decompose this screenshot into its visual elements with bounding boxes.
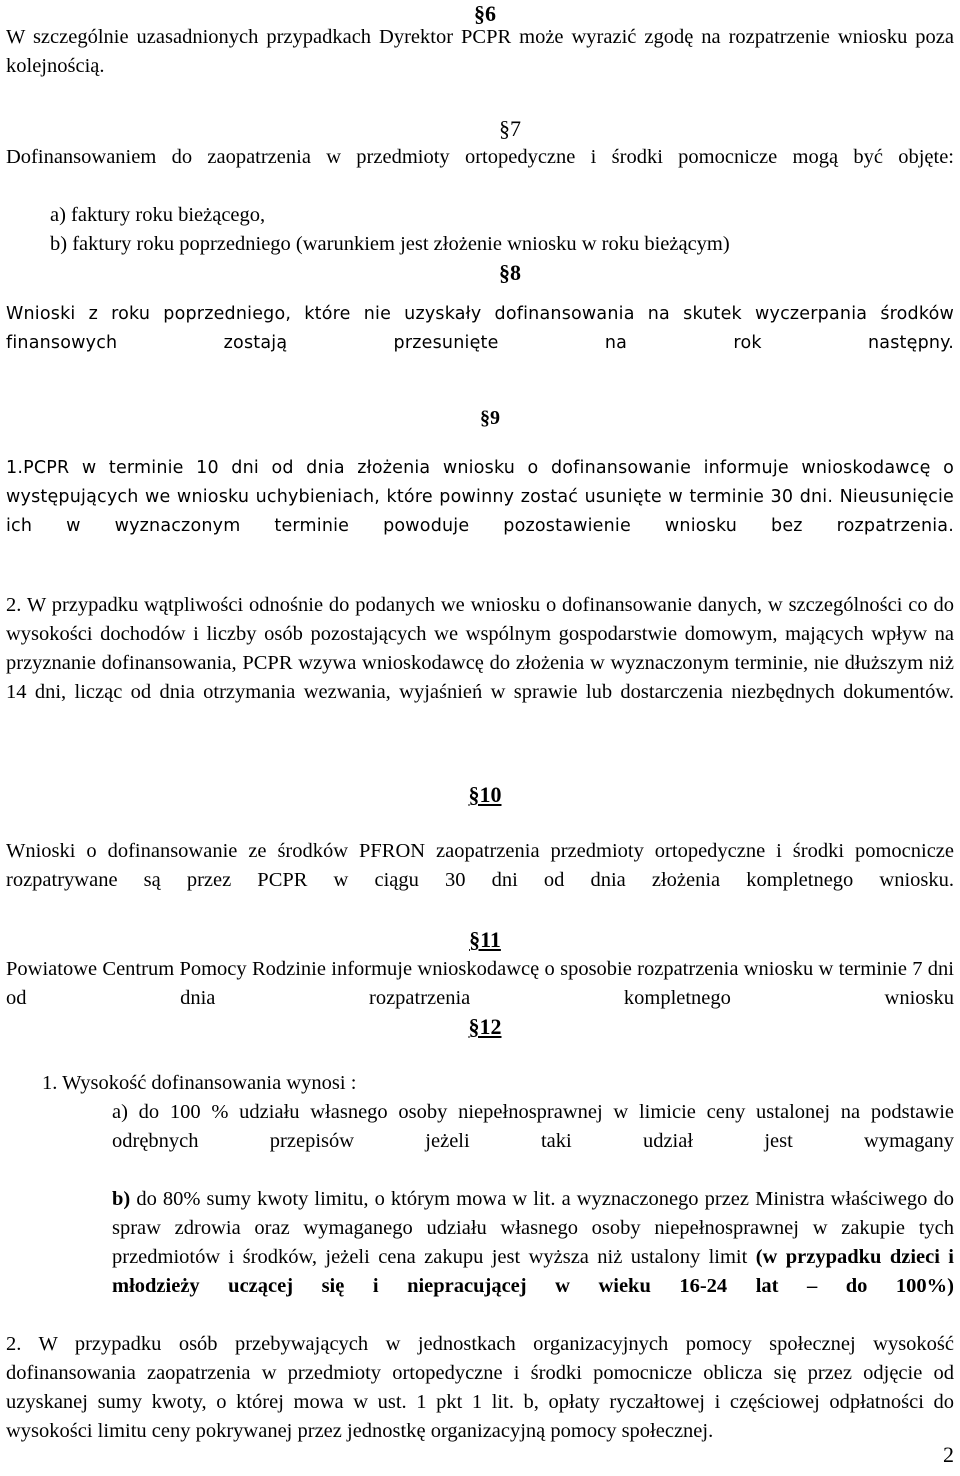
section-6-text: W szczególnie uzasadnionych przypadkach Dyrektor PCPR może wyrazić zgodę na rozpatrzenie wniosku poza kolejnością. xyxy=(6,26,954,77)
section-7-intro: Dofinansowaniem do zaopatrzenia w przedmioty ortopedyczne i środki pomocnicze mogą być objęte: xyxy=(6,146,954,168)
section-12-sublist xyxy=(6,1098,954,1330)
section-10-text: Wnioski o dofinansowanie ze środków PFRON zaopatrzenia przedmioty ortopedyczne i środki pomocnicze rozpatrywane są przez PCPR w ciągu 30 dni od dnia złożenia kompletnego wniosku. xyxy=(6,840,954,891)
section-12-item-2: 2. W przypadku osób przebywających w jednostkach organizacyjnych pomocy społecznej wysokość dofinansowania zaopatrzenia w przedmioty ortopedyczne i środki pomocnicze oblicza się przez odjęcie od uzyskanej sumy kwoty, o której mowa w ust. 1 pkt 1 lit. b, opłaty ryczałtowej i częściowej odpłatności do wysokości limitu ceny pokrywanej przez jednostkę organizacyjną pomocy społecznej. xyxy=(6,1333,954,1442)
section-9-paragraph-1: 1.PCPR w terminie 10 dni od dnia złożenia wniosku o dofinansowanie informuje wnioskodawcę o występujących we wniosku uchybieniach, które powinny zostać usunięte w terminie 30 dni. Nieusunięcie ich w wyznaczonym terminie powoduje pozostawienie wniosku bez rozpatrzenia. xyxy=(6,458,954,536)
section-9-heading: §9 xyxy=(480,407,500,429)
item-b-label: b) xyxy=(112,1188,131,1210)
page-number: 2 xyxy=(943,1442,954,1467)
section-7 xyxy=(6,114,954,259)
section-8-heading: §8 xyxy=(499,260,521,285)
section-12-heading: §12 xyxy=(468,1014,502,1039)
section-7-list xyxy=(6,201,954,259)
item-b-text: do 80% sumy kwoty limitu, o którym mowa w lit. a wyznaczonego przez Ministra właściwego do spraw zdrowia oraz wymaganego udziału własnego osoby niepełnosprawnej w zakupie tych przedmiotów i środków, jeżeli cena zakupu jest wyższa niż ustalony limit xyxy=(112,1188,954,1268)
section-9 xyxy=(6,404,954,736)
section-12-item-1: 1. Wysokość dofinansowania wynosi : xyxy=(42,1072,357,1094)
section-10-heading: §10 xyxy=(468,782,502,807)
section-6-heading: §6 xyxy=(474,1,496,26)
section-7-heading: §7 xyxy=(499,116,521,141)
item-b-bold-text: (w przypadku dzieci i młodzieży uczącej się i niepracującej w wieku 16-24 lat – do 100%) xyxy=(112,1246,954,1297)
section-8 xyxy=(6,258,954,387)
section-12-item-b xyxy=(112,1185,954,1330)
section-6 xyxy=(6,0,954,110)
section-9-paragraph-2: 2. W przypadku wątpliwości odnośnie do podanych we wniosku o dofinansowanie danych, w szczególności co do wysokości dochodów i liczby osób pozostających we wspólnym gospodarstwie domowym, mających wpływ na przyznanie dofinansowania, PCPR wzywa wnioskodawcę do złożenia w wyznaczonym terminie, nie dłuższym niż 14 dni, licząc od dnia otrzymania wezwania, wyjaśnień w sprawie lub dostarczenia niezbędnych dokumentów. xyxy=(6,594,954,703)
list-item: b) faktury roku poprzedniego (warunkiem jest złożenie wniosku w roku bieżącym) xyxy=(50,233,730,255)
section-8-text: Wnioski z roku poprzedniego, które nie uzyskały dofinansowania na skutek wyczerpania środków finansowych zostają przesunięte na rok następny. xyxy=(6,304,954,353)
section-11-heading: §11 xyxy=(469,927,501,952)
section-12 xyxy=(6,1012,954,1446)
section-10 xyxy=(6,780,954,924)
section-12-item-a: a) do 100 % udziału własnego osoby niepełnosprawnej w limicie ceny ustalonej na podstawie odrębnych przepisów jeżeli taki udział jest wymagany xyxy=(112,1101,954,1152)
section-11-text: Powiatowe Centrum Pomocy Rodzinie informuje wnioskodawcę o sposobie rozpatrzenia wniosku w terminie 7 dni od dnia rozpatrzenia kompletnego wniosku xyxy=(6,958,954,1009)
list-item: a) faktury roku bieżącego, xyxy=(50,204,266,226)
